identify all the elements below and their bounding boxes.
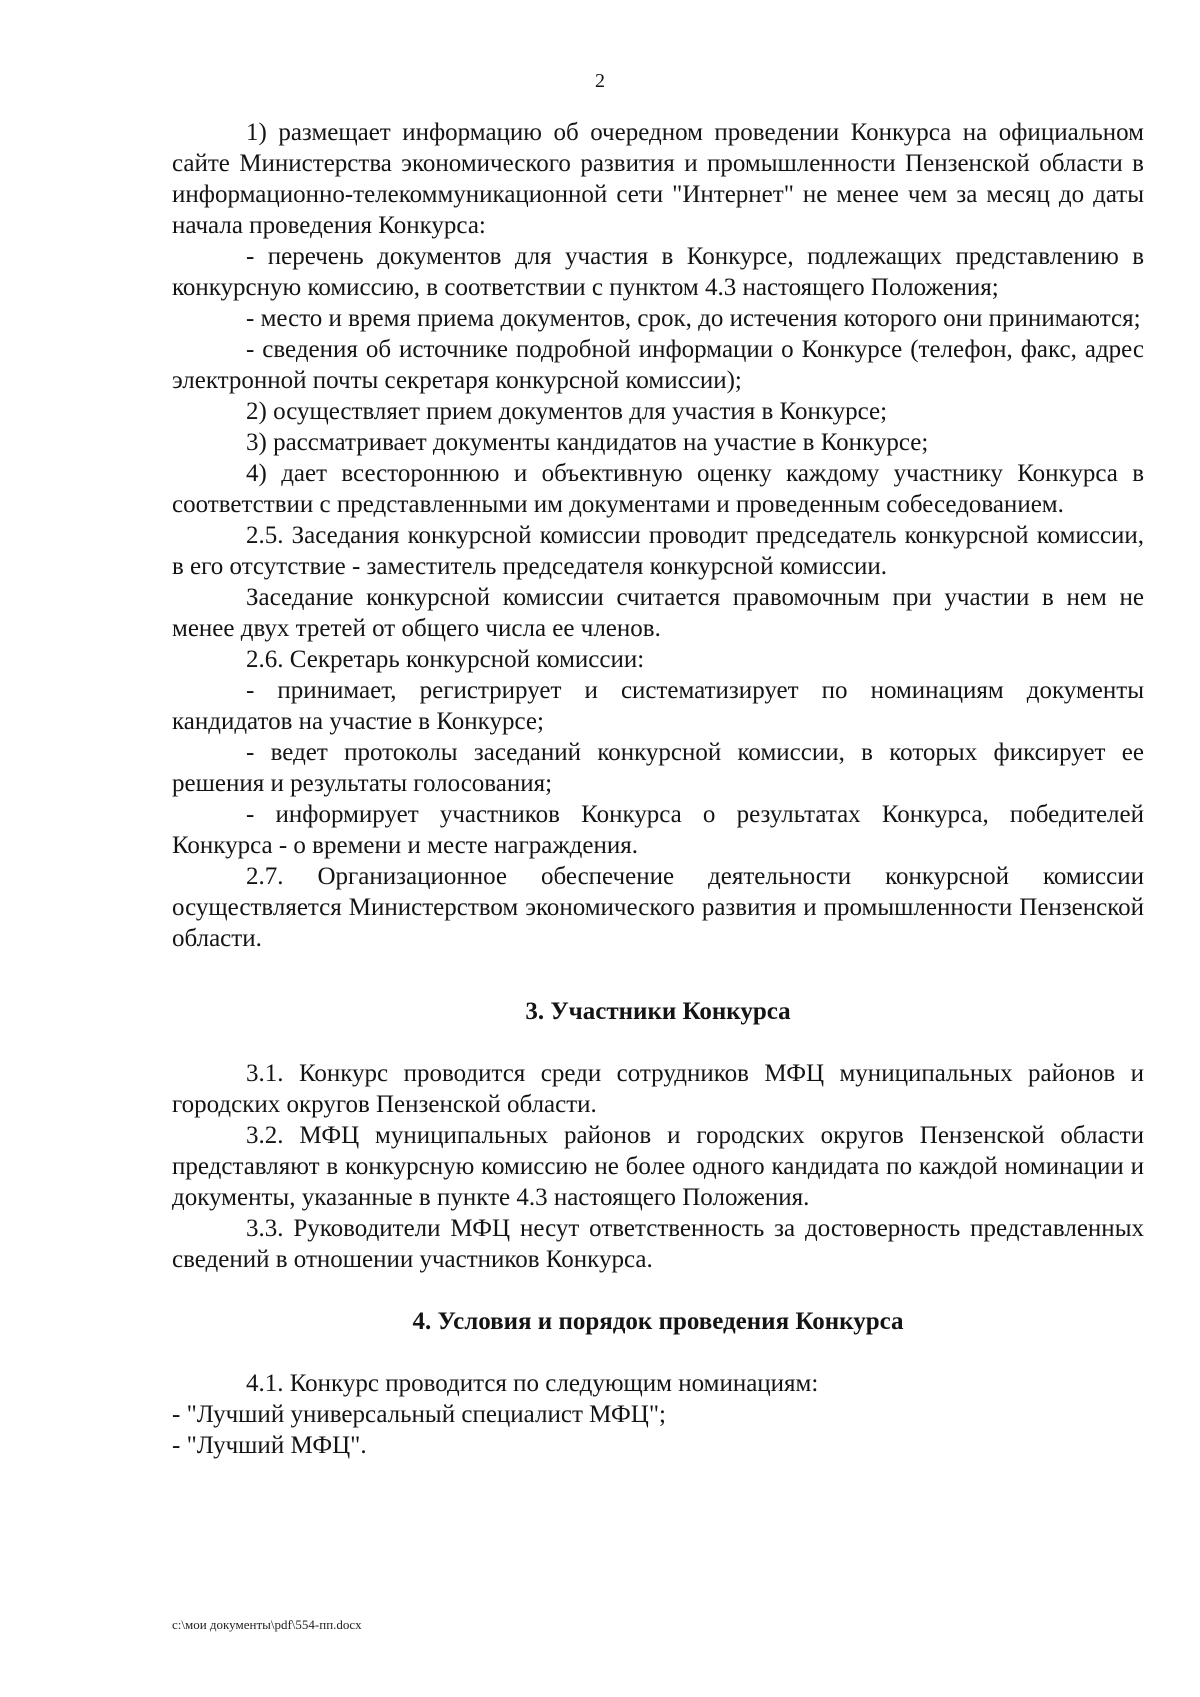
paragraph: 3.3. Руководители МФЦ несут ответственность за достоверность представленных сведений в отношении участников Конкурса. xyxy=(172,1215,1144,1273)
paragraph: - перечень документов для участия в Конкурсе, подлежащих представлению в конкурсную комиссию, в соответствии с пунктом 4.3 настоящего Положения; xyxy=(172,243,1144,301)
paragraph: 2) осуществляет прием документов для участия в Конкурсе; xyxy=(246,398,888,425)
paragraph: - принимает, регистрирует и систематизирует по номинациям документы кандидатов на участие в Конкурсе; xyxy=(172,677,1144,735)
section-4-heading: 4. Условия и порядок проведения Конкурса xyxy=(412,1308,904,1335)
paragraph: - место и время приема документов, срок, до истечения которого они принимаются; xyxy=(246,305,1141,332)
paragraph: 4.1. Конкурс проводится по следующим номинациям: xyxy=(246,1370,819,1397)
paragraph: - ведет протоколы заседаний конкурсной комиссии, в которых фиксирует ее решения и результаты голосования; xyxy=(172,739,1144,797)
paragraph: 4) дает всестороннюю и объективную оценку каждому участнику Конкурса в соответствии с представленными им документами и проведенным собеседованием. xyxy=(172,460,1144,518)
paragraph: 1) размещает информацию об очередном проведении Конкурса на официальном сайте Министерства экономического развития и промышленности Пензенской области в информационно-телекоммуникационной сети "Интернет" не менее чем за месяц до даты начала проведения Конкурса: xyxy=(172,119,1144,239)
section-3-heading: 3. Участники Конкурса xyxy=(525,998,791,1025)
footer-file-path: c:\мои документы\pdf\554-пп.docx xyxy=(172,1617,362,1632)
list-item: - "Лучший универсальный специалист МФЦ"; xyxy=(172,1401,666,1428)
paragraph: - сведения об источнике подробной информации о Конкурсе (телефон, факс, адрес электронной почты секретаря конкурсной комиссии); xyxy=(172,336,1144,394)
paragraph: 3.2. МФЦ муниципальных районов и городских округов Пензенской области представляют в конкурсную комиссию не более одного кандидата по каждой номинации и документы, указанные в пункте 4.3 настоящего Положения. xyxy=(172,1122,1144,1211)
paragraph: Заседание конкурсной комиссии считается правомочным при участии в нем не менее двух третей от общего числа ее членов. xyxy=(172,584,1144,642)
paragraph: 2.7. Организационное обеспечение деятельности конкурсной комиссии осуществляется Министерством экономического развития и промышленности Пензенской области. xyxy=(172,863,1144,952)
list-item: - "Лучший МФЦ". xyxy=(172,1432,367,1459)
paragraph: 2.5. Заседания конкурсной комиссии проводит председатель конкурсной комиссии, в его отсутствие - заместитель председателя конкурсной комиссии. xyxy=(172,522,1144,580)
paragraph: - информирует участников Конкурса о результатах Конкурса, победителей Конкурса - о времени и месте награждения. xyxy=(172,801,1144,859)
page-number: 2 xyxy=(595,70,605,92)
document-body xyxy=(172,117,1144,1461)
paragraph: 3.1. Конкурс проводится среди сотрудников МФЦ муниципальных районов и городских округов Пензенской области. xyxy=(172,1060,1144,1118)
paragraph: 3) рассматривает документы кандидатов на участие в Конкурсе; xyxy=(246,429,929,456)
paragraph: 2.6. Секретарь конкурсной комиссии: xyxy=(246,646,645,673)
